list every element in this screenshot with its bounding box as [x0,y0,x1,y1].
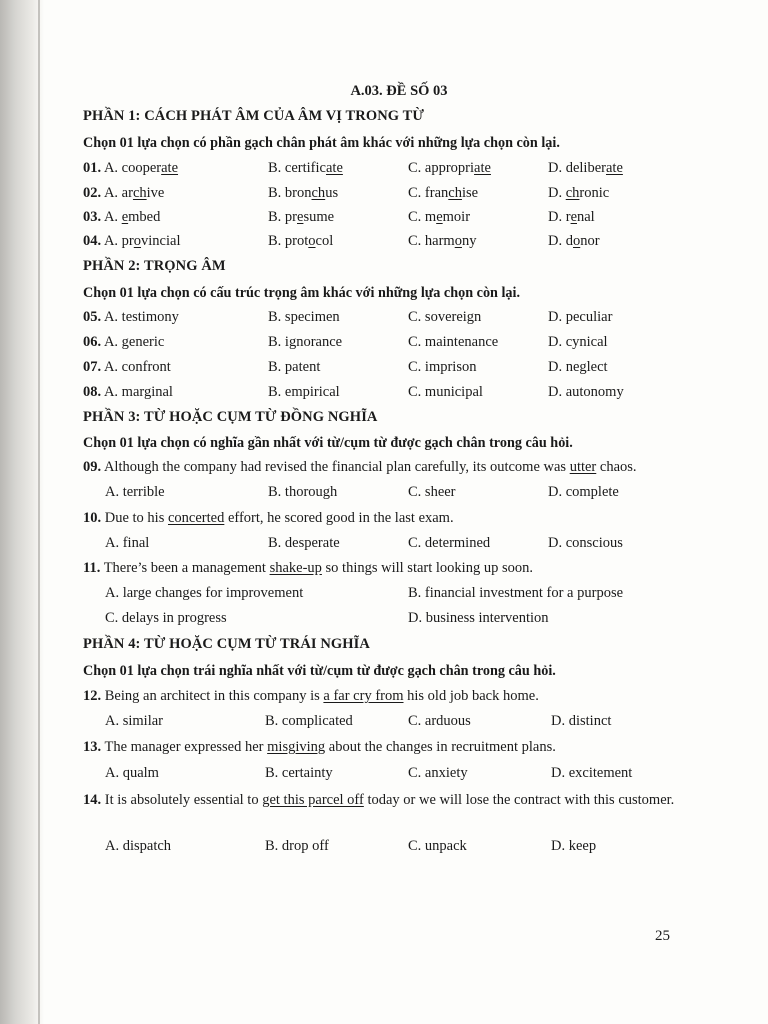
option-text: D. d [548,233,573,249]
stem-text: his old job back home. [403,688,539,704]
part4-instruction: Chọn 01 lựa chọn trái nghĩa nhất với từ/cụm từ được gạch chân trong câu hỏi. [83,663,556,679]
option-text: vincial [141,233,181,249]
question-stem [83,688,539,705]
option-text: nal [577,209,595,225]
underlined-part: concerted [167,510,225,526]
option-text: col [315,233,334,249]
question-option: D. autonomy [548,384,624,400]
question-option [83,384,173,401]
option-text: D. [548,185,566,201]
question-option [408,233,476,250]
part2-heading: PHẦN 2: TRỌNG ÂM [83,258,226,274]
part1-instruction: Chọn 01 lựa chọn có phần gạch chân phát âm khác với những lựa chọn còn lại. [83,135,560,151]
question-number: 03. [83,209,102,225]
question-option [408,160,491,177]
answer-option: B. drop off [265,838,329,854]
underlined-part: o [308,233,316,249]
underlined-part: o [454,233,462,249]
question-option [548,185,609,202]
stem-text: about the changes in recruitment plans. [325,739,556,755]
question-number: 10. [83,510,102,526]
option-text: A. [103,209,122,225]
underlined-part: ch [311,185,326,201]
question-number: 14. [83,792,102,808]
option-text: A. pr [103,233,134,249]
question-option [548,160,623,177]
question-option [83,334,164,351]
underlined-part: misgiving [267,739,326,755]
answer-option: C. sheer [408,484,456,500]
question-option [83,233,180,250]
underlined-part: ate [605,160,623,176]
option-text: B. prot [268,233,309,249]
answer-row [0,713,768,733]
option-text: nor [580,233,600,249]
question-option: D. cynical [548,334,608,350]
question-number: 02. [83,185,102,201]
option-text: B. bron [268,185,312,201]
answer-option: B. certainty [265,765,333,781]
answer-option: C. unpack [408,838,467,854]
stem-text: effort, he scored good in the last exam. [224,510,454,526]
underlined-part: ch [448,185,462,201]
question-row [0,334,768,354]
part3-heading: PHẦN 3: TỪ HOẶC CỤM TỪ ĐỒNG NGHĨA [83,409,378,425]
answer-option: C. determined [408,535,491,551]
underlined-part: o [133,233,142,249]
option-text: ny [461,233,477,249]
answer-option: A. qualm [105,765,159,781]
stem-text: There’s been a management [100,560,270,576]
answer-row [0,610,768,630]
part4-heading: PHẦN 4: TỪ HOẶC CỤM TỪ TRÁI NGHĨA [83,636,370,652]
question-number: 09. [83,459,102,475]
question-number: 08. [83,384,102,400]
question-option: B. patent [268,359,321,375]
stem-text: so things will start looking up soon. [321,560,533,576]
option-text: A. cooper [103,160,162,176]
question-row [0,185,768,205]
stem-text: The manager expressed her [101,739,268,755]
underlined-part: a far cry from [323,688,404,704]
answer-row [0,765,768,785]
answer-option: A. final [105,535,150,551]
question-number: 05. [83,309,102,325]
underlined-part: ate [474,160,491,176]
question-option [83,359,171,376]
question-option [268,160,343,177]
answer-option: A. dispatch [105,838,172,854]
option-text: ise [461,185,479,201]
option-text: C. m [408,209,437,225]
option-text: ive [146,185,165,201]
option-text: A. testimony [103,309,179,325]
test-title: A.03. ĐỀ SỐ 03 [350,83,448,99]
answer-option: A. terrible [105,484,165,500]
option-text: C. fran [408,185,449,201]
option-text: D. r [548,209,571,225]
question-row [0,359,768,379]
question-number: 01. [83,160,102,176]
question-row [0,309,768,329]
stem-text: today or we will lose the contract with this customer. [363,792,675,808]
answer-row [0,484,768,504]
underlined-part: ate [325,160,343,176]
option-text: D. deliber [548,160,606,176]
underlined-part: utter [569,459,597,475]
answer-option: B. desperate [268,535,340,551]
answer-row [0,585,768,605]
question-option [408,185,478,202]
question-stem [83,739,556,756]
question-option: C. imprison [408,359,477,375]
answer-option: B. financial investment for a purpose [408,585,624,601]
option-text: A. ar [103,185,133,201]
question-option [83,160,178,177]
question-row [0,209,768,229]
option-text: us [325,185,339,201]
question-number: 11. [83,560,101,576]
question-row [0,233,768,253]
underlined-part: ch [132,185,147,201]
answer-option: D. excitement [551,765,633,781]
question-number: 07. [83,359,102,375]
option-text: sume [303,209,335,225]
question-stem [83,790,683,811]
underlined-part: o [572,233,581,249]
part3-instruction: Chọn 01 lựa chọn có nghĩa gần nhất với từ/cụm từ được gạch chân trong câu hỏi. [83,435,573,451]
question-option [83,309,179,326]
stem-text: Due to his [101,510,168,526]
option-text: A. marginal [103,384,173,400]
question-row [0,384,768,404]
stem-text: Being an architect in this company is [101,688,324,704]
answer-option: A. large changes for improvement [105,585,304,601]
question-row [0,160,768,180]
option-text: A. generic [103,334,165,350]
part2-instruction: Chọn 01 lựa chọn có cấu trúc trọng âm khác với những lựa chọn còn lại. [83,285,520,301]
answer-option: D. keep [551,838,597,854]
underlined-part: get this parcel off [262,792,364,808]
answer-option: C. delays in progress [105,610,227,626]
part1-heading: PHẦN 1: CÁCH PHÁT ÂM CỦA ÂM VỊ TRONG TỪ [83,108,425,124]
underlined-part: e [436,209,443,225]
answer-option: D. complete [548,484,619,500]
underlined-part: shake-up [269,560,322,576]
question-option [268,185,338,202]
question-option: B. specimen [268,309,340,325]
question-option [408,209,470,226]
question-stem [83,510,454,527]
answer-option: B. complicated [265,713,353,729]
question-option: C. municipal [408,384,483,400]
answer-option: D. business intervention [408,610,549,626]
underlined-part: e [570,209,577,225]
underlined-part: ch [565,185,580,201]
question-option: D. neglect [548,359,608,375]
answer-row [0,535,768,555]
question-number: 13. [83,739,102,755]
option-text: ronic [579,185,610,201]
question-number: 12. [83,688,102,704]
question-option: C. sovereign [408,309,482,325]
question-option [83,185,164,202]
option-text: B. certific [268,160,326,176]
option-text: B. pr [268,209,297,225]
stem-text: It is absolutely essential to [101,792,263,808]
option-text: C. harm [408,233,455,249]
underlined-part: ate [161,160,179,176]
question-option [268,233,333,250]
question-option [548,233,600,250]
question-option: D. peculiar [548,309,613,325]
underlined-part: e [297,209,304,225]
answer-row [0,838,768,858]
question-stem [83,560,533,577]
option-text: A. confront [103,359,171,375]
answer-option: D. conscious [548,535,623,551]
question-number: 04. [83,233,102,249]
answer-option: B. thorough [268,484,338,500]
answer-option: C. arduous [408,713,471,729]
answer-option: D. distinct [551,713,612,729]
page-number: 25 [655,928,670,944]
underlined-part: e [121,209,129,225]
option-text: mbed [128,209,161,225]
question-option [268,209,334,226]
question-option [83,209,160,226]
answer-option: C. anxiety [408,765,468,781]
stem-text: chaos. [596,459,637,475]
question-option: C. maintenance [408,334,499,350]
option-text: moir [442,209,471,225]
question-option [548,209,595,226]
question-option: B. ignorance [268,334,343,350]
question-option: B. empirical [268,384,340,400]
answer-option: A. similar [105,713,163,729]
stem-text: Although the company had revised the financial plan carefully, its outcome was [101,459,570,475]
question-number: 06. [83,334,102,350]
question-stem [83,459,637,476]
option-text: C. appropri [408,160,475,176]
